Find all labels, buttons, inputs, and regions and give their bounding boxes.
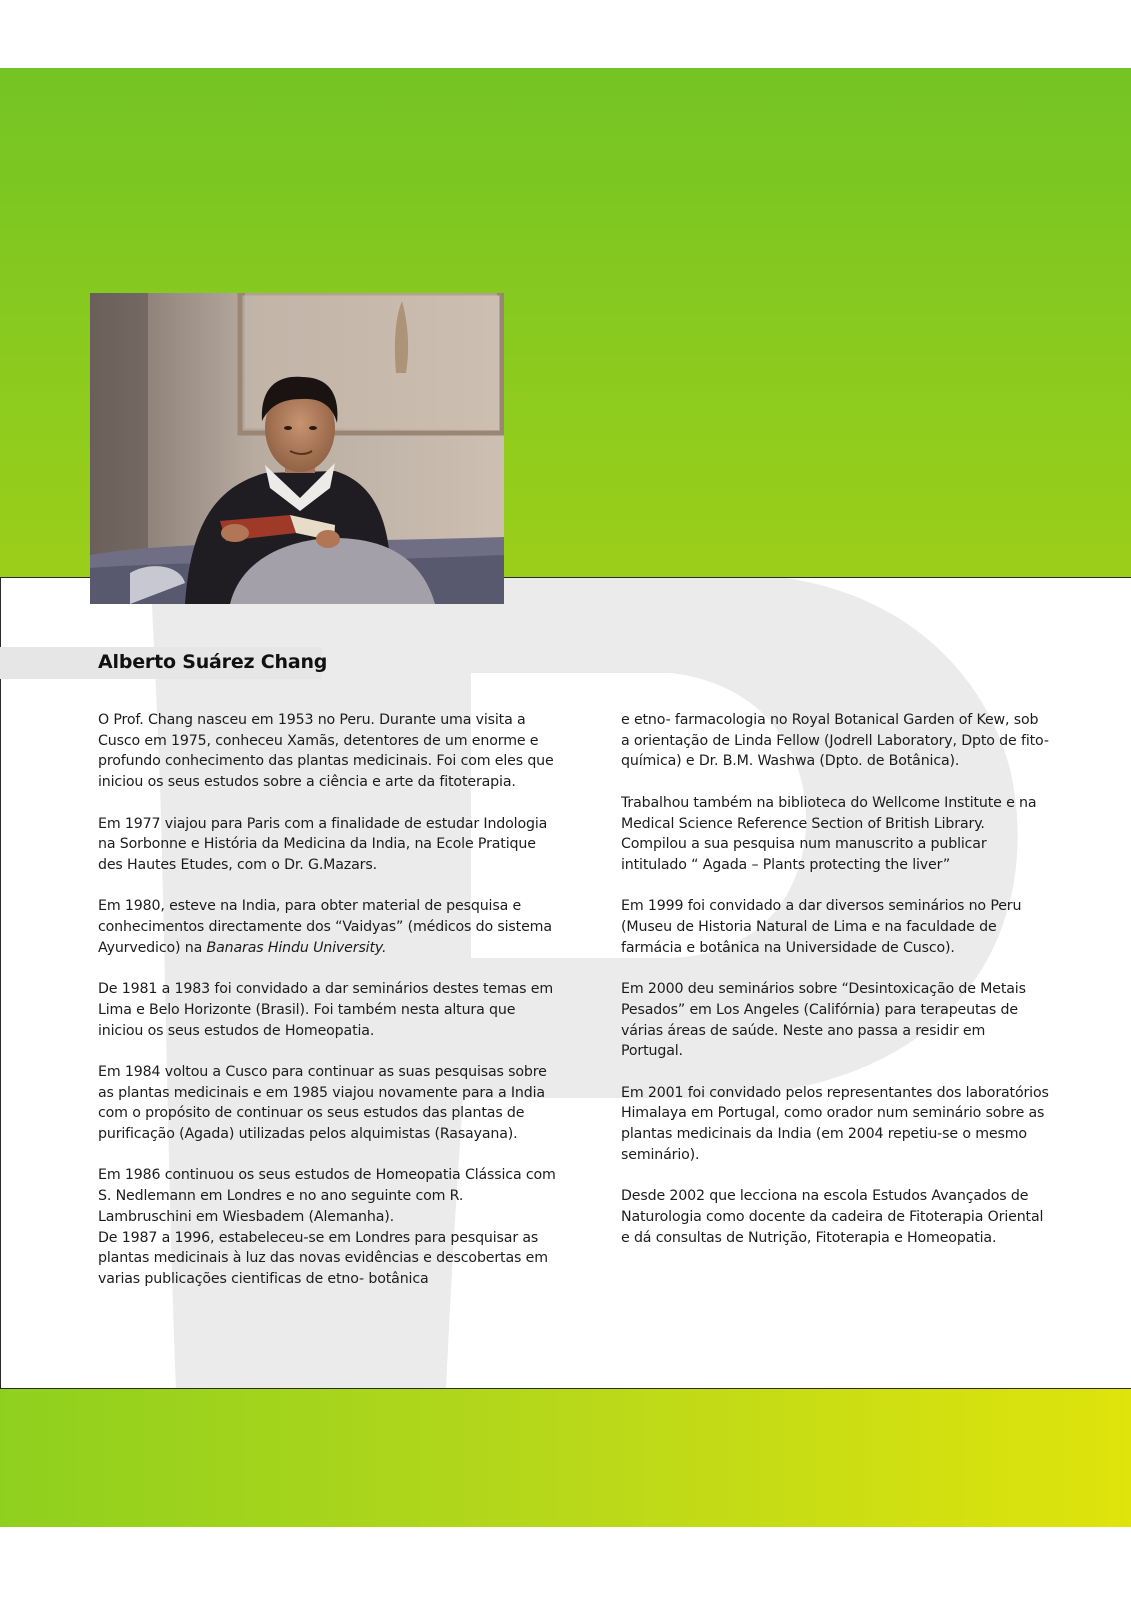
university-name: Banaras Hindu University. bbox=[206, 939, 387, 956]
bio-paragraph: De 1981 a 1983 foi convidado a dar seminários destes temas em Lima e Belo Horizonte (Brasil). Foi também nesta altura que iniciou os seus estudos de Homeopatia. bbox=[98, 981, 554, 1039]
bio-paragraph: Em 1977 viajou para Paris com a finalidade de estudar Indologia na Sorbonne e História da Medicina da India, na Ecole Pratique des Hautes Etudes, com o Dr. G.Mazars. bbox=[98, 815, 548, 873]
bio-paragraph: Em 1986 continuou os seus estudos de Homeopatia Clássica com S. Nedlemann em Londres e no ano seguinte com R. Lambruschini em Wiesbadem (Alemanha). bbox=[98, 1167, 556, 1225]
bio-paragraph: De 1987 a 1996, estabeleceu-se em Londres para pesquisar as plantas medicinais à luz das novas evidências e descobertas em varias publicações cientificas de etno- botânica bbox=[98, 1229, 548, 1287]
person-name-heading: Alberto Suárez Chang bbox=[98, 651, 328, 673]
bio-paragraph bbox=[98, 896, 558, 958]
bio-text: Em 1980, esteve na India, para obter material de pesquisa e conhecimentos directamente dos “Vaidyas” (médicos do sistema Ayurvedico) na bbox=[98, 898, 552, 956]
bio-paragraph: Desde 2002 que lecciona na escola Estudos Avançados de Naturologia como docente da cadeira de Fitoterapia Oriental e dá consultas de Nutrição, Fitoterapia e Homeopatia. bbox=[621, 1188, 1044, 1246]
bio-paragraph: Em 1984 voltou a Cusco para continuar as suas pesquisas sobre as plantas medicinais e em 1985 viajou novamente para a India com o propósito de continuar os seus estudos das plantas de purificação (Agada) utilizadas pelos alquimistas (Rasayana). bbox=[98, 1063, 547, 1142]
biography-left-column bbox=[98, 710, 558, 1310]
bio-paragraph: Trabalhou também na biblioteca do Wellcome Institute e na Medical Science Reference Section of British Library. Compilou a sua pesquisa num manuscrito a publicar intitulado “ Agada – Plants protecting the liver” bbox=[621, 794, 1037, 873]
bottom-green-band bbox=[0, 1389, 1131, 1527]
bio-paragraph: Em 2001 foi convidado pelos representantes dos laboratórios Himalaya em Portugal, como orador num seminário sobre as plantas medicinais da India (em 2004 repetiu-se o mesmo seminário). bbox=[621, 1084, 1049, 1163]
bio-paragraph: e etno- farmacologia no Royal Botanical Garden of Kew, sob a orientação de Linda Fellow (Jodrell Laboratory, Dpto de fito- química) e Dr. B.M. Washwa (Dpto. de Botânica). bbox=[621, 712, 1049, 770]
bio-paragraph: Em 2000 deu seminários sobre “Desintoxicação de Metais Pesados” em Los Angeles (Califórnia) para terapeutas de várias áreas de saúde. Neste ano passa a residir em Portugal. bbox=[621, 981, 1026, 1060]
bio-paragraph: O Prof. Chang nasceu em 1953 no Peru. Durante uma visita a Cusco em 1975, conheceu Xamãs, detentores de um enorme e profundo conhecimento das plantas medicinais. Foi com eles que iniciou os seus estudos sobre a ciência e arte da fitoterapia. bbox=[98, 712, 554, 791]
portrait-photo bbox=[90, 293, 504, 604]
bio-paragraph: Em 1999 foi convidado a dar diversos seminários no Peru (Museu de Historia Natural de Lima e na faculdade de farmácia e botânica na Universidade de Cusco). bbox=[621, 898, 1022, 956]
biography-right-column bbox=[621, 710, 1051, 1269]
